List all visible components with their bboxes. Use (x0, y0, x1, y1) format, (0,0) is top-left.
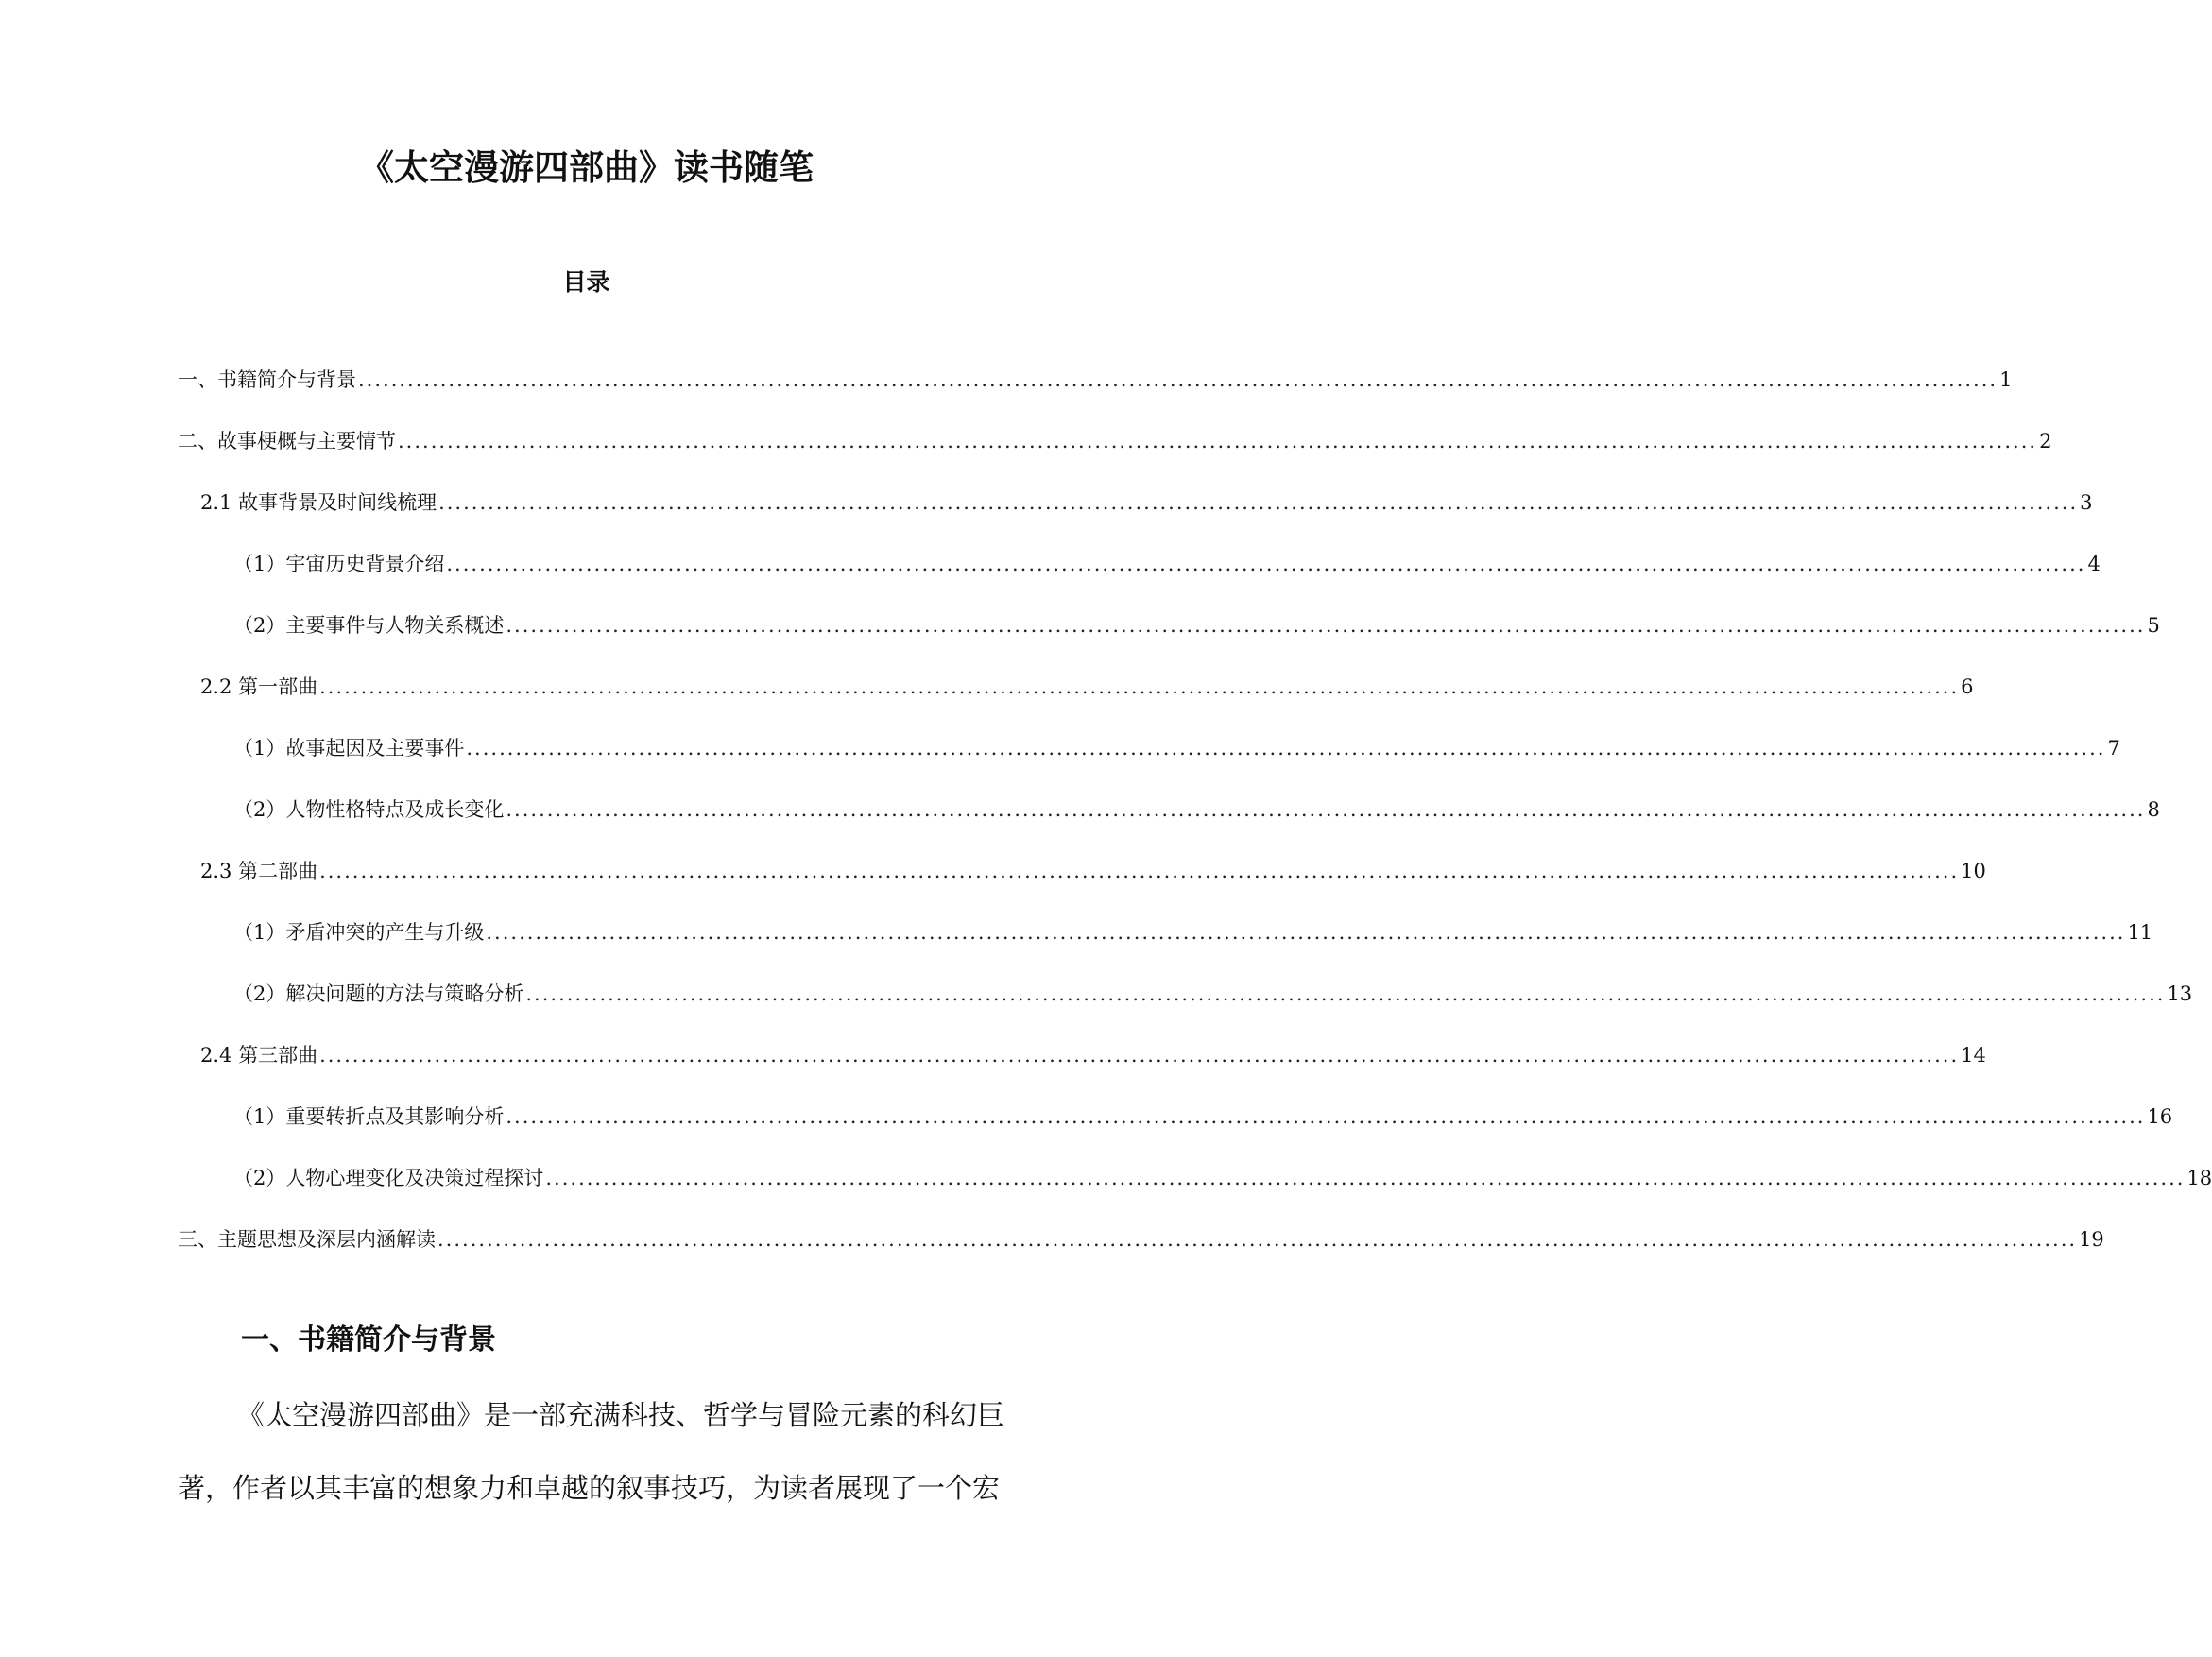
toc-entry-page: 14 (1961, 1044, 1986, 1067)
toc-entry-page: 6 (1961, 675, 1974, 698)
toc-entry-page: 3 (2080, 491, 2093, 514)
toc-entry[interactable] (233, 734, 2120, 762)
toc-entry-label: （1）宇宙历史背景介绍 (233, 553, 445, 575)
toc-leader-dots: ........................................................................................................................................................................................................ (486, 921, 2126, 944)
toc-entry-page: 18 (2186, 1167, 2212, 1189)
toc-leader-dots: ........................................................................................................................................................................................................ (319, 860, 1960, 882)
toc-leader-dots: ........................................................................................................................................................................................................ (525, 982, 2166, 1005)
toc-entry-label: 2.2 第一部曲 (200, 675, 318, 698)
toc-entry-label: （2）人物性格特点及成长变化 (233, 798, 505, 821)
toc-entry-page: 5 (2147, 614, 2160, 637)
toc-entry[interactable] (178, 427, 2052, 455)
toc-leader-dots: ........................................................................................................................................................................................................ (466, 737, 2106, 760)
toc-entry-label: （2）人物心理变化及决策过程探讨 (233, 1167, 544, 1189)
toc-entry-label: （2）解决问题的方法与策略分析 (233, 982, 524, 1005)
toc-entry[interactable] (200, 1041, 1986, 1069)
toc-entry-label: 2.4 第三部曲 (200, 1044, 318, 1067)
section-heading: 一、书籍简介与背景 (241, 1324, 496, 1357)
toc-entry[interactable] (200, 673, 1974, 701)
toc-entry-label: 2.3 第二部曲 (200, 860, 318, 882)
toc-leader-dots: ........................................................................................................................................................................................................ (545, 1167, 2186, 1189)
toc-leader-dots: ........................................................................................................................................................................................................ (437, 1228, 2078, 1251)
toc-leader-dots: ........................................................................................................................................................................................................ (506, 798, 2146, 821)
toc-entry-label: 2.1 故事背景及时间线梳理 (200, 491, 437, 514)
toc-entry[interactable] (233, 795, 2160, 824)
toc-entry[interactable] (178, 366, 2013, 394)
toc-leader-dots: ........................................................................................................................................................................................................ (398, 430, 2038, 453)
body-text-line: 著，作者以其丰富的想象力和卓越的叙事技巧，为读者展现了一个宏 (178, 1472, 1001, 1504)
toc-entry-label: （1）故事起因及主要事件 (233, 737, 465, 760)
toc-entry-label: 一、书籍简介与背景 (178, 368, 356, 391)
toc-leader-dots: ........................................................................................................................................................................................................ (446, 553, 2086, 575)
toc-entry[interactable] (233, 980, 2193, 1008)
toc-entry-page: 16 (2147, 1105, 2173, 1128)
toc-entry-page: 19 (2079, 1228, 2104, 1251)
toc-entry-page: 1 (1999, 368, 2013, 391)
toc-heading: 目录 (562, 268, 610, 296)
toc-leader-dots: ........................................................................................................................................................................................................ (358, 368, 1998, 391)
toc-entry-page: 11 (2127, 921, 2153, 944)
toc-entry[interactable] (233, 611, 2160, 640)
toc-entry[interactable] (233, 1164, 2212, 1192)
toc-leader-dots: ........................................................................................................................................................................................................ (319, 1044, 1960, 1067)
toc-entry-page: 13 (2167, 982, 2193, 1005)
toc-leader-dots: ........................................................................................................................................................................................................ (319, 675, 1960, 698)
toc-entry[interactable] (178, 1225, 2104, 1254)
toc-entry-label: 二、故事梗概与主要情节 (178, 430, 396, 453)
toc-entry-label: （1）矛盾冲突的产生与升级 (233, 921, 485, 944)
toc-entry-label: 三、主题思想及深层内涵解读 (178, 1228, 436, 1251)
toc-entry-page: 2 (2039, 430, 2052, 453)
toc-entry[interactable] (233, 550, 2101, 578)
toc-entry-label: （2）主要事件与人物关系概述 (233, 614, 505, 637)
toc-leader-dots: ........................................................................................................................................................................................................ (438, 491, 2079, 514)
toc-entry-page: 4 (2087, 553, 2101, 575)
toc-entry-page: 10 (1961, 860, 1986, 882)
toc-entry[interactable] (200, 857, 1986, 885)
toc-leader-dots: ........................................................................................................................................................................................................ (506, 1105, 2146, 1128)
document-title: 《太空漫游四部曲》读书随笔 (359, 147, 814, 188)
toc-entry[interactable] (200, 488, 2093, 517)
body-text-line: 《太空漫游四部曲》是一部充满科技、哲学与冒险元素的科幻巨 (237, 1399, 1005, 1431)
toc-leader-dots: ........................................................................................................................................................................................................ (506, 614, 2146, 637)
toc-entry-label: （1）重要转折点及其影响分析 (233, 1105, 505, 1128)
toc-entry[interactable] (233, 1102, 2173, 1131)
toc-entry-page: 7 (2107, 737, 2120, 760)
toc-entry[interactable] (233, 918, 2153, 947)
toc-entry-page: 8 (2147, 798, 2160, 821)
